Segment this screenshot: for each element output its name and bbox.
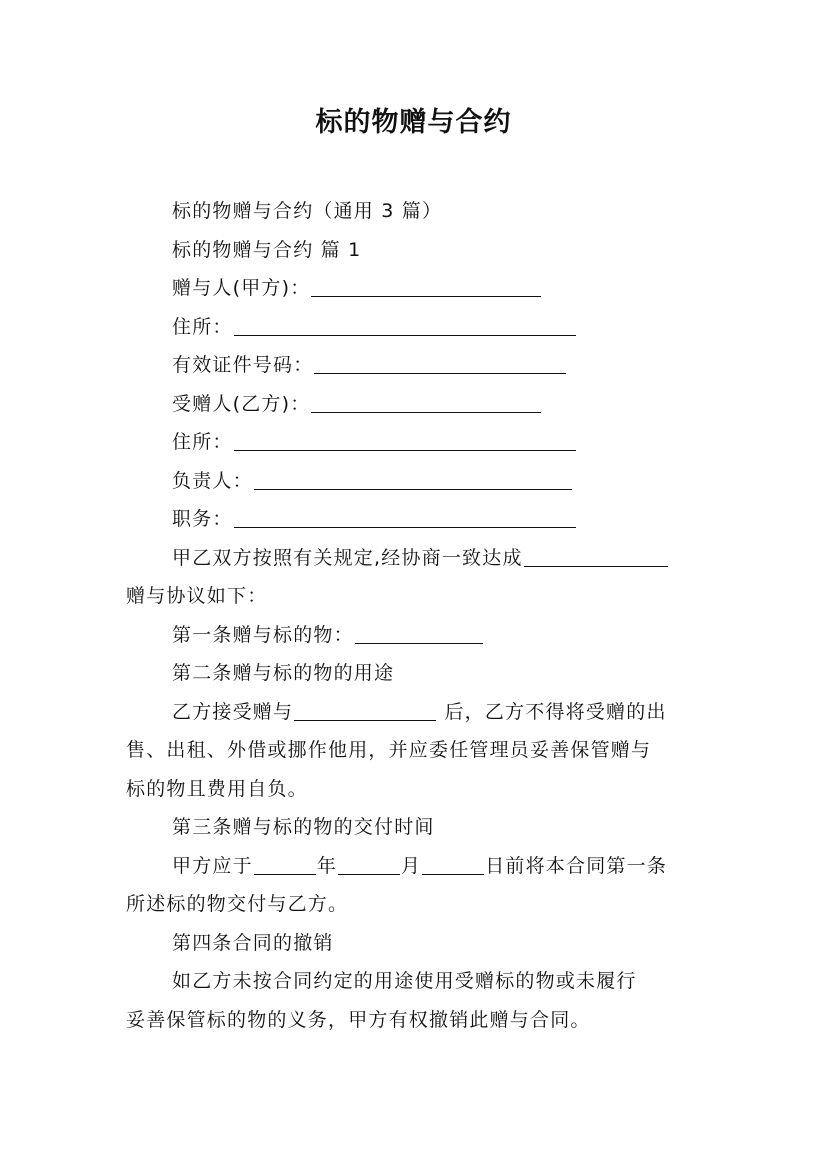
year-label: 年 xyxy=(316,854,338,877)
day-text: 日前将本合同第一条 xyxy=(485,854,668,877)
article-4-text-b: 妥善保管标的物的义务，甲方有权撤销此赠与合同。 xyxy=(126,1008,591,1031)
subtitle-text: 标的物赠与合约（通用 3 篇） xyxy=(172,200,443,222)
day-blank xyxy=(422,856,484,875)
donee-label: 受赠人(乙方)： xyxy=(172,392,311,415)
section-heading xyxy=(126,231,706,270)
responsible-label: 负责人： xyxy=(172,469,253,492)
position-blank xyxy=(234,509,576,528)
agreement-text-1: 甲乙双方按照有关规定,经协商一致达成 xyxy=(172,546,523,569)
month-label: 月 xyxy=(401,854,422,877)
position-label: 职务： xyxy=(172,508,233,530)
id-number-blank xyxy=(314,355,566,374)
donee-address-line xyxy=(126,423,706,462)
article-3-text: 第三条赠与标的物的交付时间 xyxy=(172,816,435,838)
responsible-line xyxy=(126,462,706,501)
article-2-line-1 xyxy=(126,693,706,732)
id-number-line xyxy=(126,346,706,385)
article-1-line xyxy=(126,616,706,655)
article-1-text: 第一条赠与标的物： xyxy=(172,623,354,646)
article-3-text-a: 甲方应于 xyxy=(172,854,253,877)
article-2-text-b: 后，乙方不得将受赠的出 xyxy=(437,700,667,723)
article-1-blank xyxy=(355,625,483,644)
donor-address-label: 住所： xyxy=(172,315,233,338)
agreement-line-1 xyxy=(126,539,706,578)
article-3-heading xyxy=(126,808,706,847)
article-4-line-2 xyxy=(126,1001,706,1040)
donee-blank xyxy=(311,394,541,413)
position-line xyxy=(126,500,706,539)
article-4-text-a: 如乙方未按合同约定的用途使用受赠标的物或未履行 xyxy=(172,970,637,992)
agreement-line-2 xyxy=(126,577,706,616)
month-blank xyxy=(338,856,400,875)
year-blank xyxy=(254,856,316,875)
agreement-blank xyxy=(524,548,668,567)
section-heading-text: 标的物赠与合约 篇 1 xyxy=(172,238,362,261)
responsible-blank xyxy=(254,471,572,490)
donee-address-label: 住所： xyxy=(172,431,233,453)
donor-label: 赠与人(甲方)： xyxy=(172,277,311,299)
id-number-label: 有效证件号码： xyxy=(172,354,314,376)
document-title: 标的物赠与合约 xyxy=(315,107,512,138)
donor-address-blank xyxy=(234,317,576,336)
donee-address-blank xyxy=(234,432,576,451)
article-4-text: 第四条合同的撤销 xyxy=(172,931,334,954)
article-4-line-1 xyxy=(126,962,706,1001)
subtitle-line xyxy=(126,192,706,231)
article-2-heading xyxy=(126,654,706,693)
article-2-text: 第二条赠与标的物的用途 xyxy=(172,662,395,684)
article-2-text-a: 乙方接受赠与 xyxy=(172,700,294,723)
donor-address-line xyxy=(126,308,706,347)
article-3-text-b: 所述标的物交付与乙方。 xyxy=(126,893,349,915)
article-2-line-2 xyxy=(126,731,706,770)
document-body xyxy=(126,192,706,1039)
article-3-line-1 xyxy=(126,847,706,886)
article-2-text-c: 售、出租、外借或挪作他用，并应委任管理员妥善保管赠与 xyxy=(126,739,652,761)
donee-line xyxy=(126,385,706,424)
article-3-line-2 xyxy=(126,885,706,924)
article-2-text-d: 标的物且费用自负。 xyxy=(126,777,308,800)
donor-line xyxy=(126,269,706,308)
article-4-heading xyxy=(126,924,706,963)
article-2-blank xyxy=(294,702,436,721)
agreement-text-2: 赠与协议如下： xyxy=(126,585,268,607)
donor-blank xyxy=(311,278,541,297)
article-2-line-3 xyxy=(126,770,706,809)
